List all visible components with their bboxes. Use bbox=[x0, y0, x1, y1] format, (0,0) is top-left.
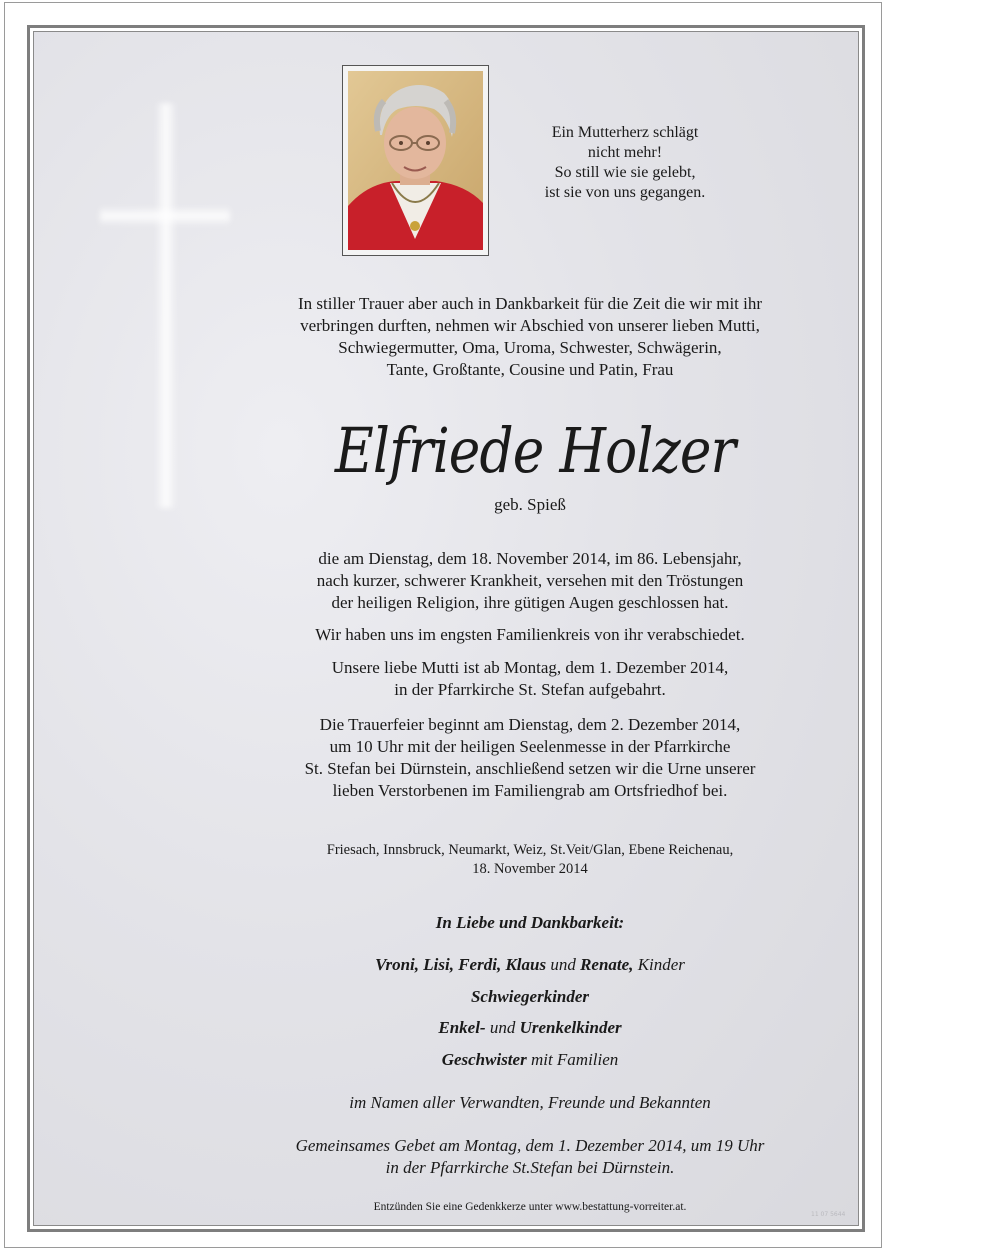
family-siblings bbox=[235, 1049, 825, 1071]
viewing-details bbox=[235, 657, 825, 701]
detail-line: Unsere liebe Mutti ist ab Montag, dem 1. Dezember 2014, bbox=[331, 658, 729, 677]
siblings-label: Geschwister bbox=[441, 1050, 527, 1069]
detail-line: Die Trauerfeier beginnt am Dienstag, dem 2. Dezember 2014, bbox=[319, 715, 741, 734]
intro-line: verbringen durften, nehmen wir Abschied von unserer lieben Mutti, bbox=[300, 316, 760, 335]
grandchildren-und: und bbox=[489, 1018, 516, 1037]
quote-line: nicht mehr! bbox=[587, 144, 663, 161]
detail-line: lieben Verstorbenen im Familiengrab am Ortsfriedhof bei. bbox=[332, 781, 728, 800]
siblings-suffix: mit Familien bbox=[530, 1050, 619, 1069]
children-names: Vroni, Lisi, Ferdi, Klaus bbox=[375, 955, 547, 974]
quote-line: Ein Mutterherz schlägt bbox=[551, 124, 699, 141]
obituary-sheet bbox=[4, 2, 882, 1248]
detail-line: der heiligen Religion, ihre gütigen Augen geschlossen hat. bbox=[331, 593, 729, 612]
on-behalf-line: im Namen aller Verwandten, Freunde und Bekannten bbox=[349, 1093, 711, 1112]
quote-block bbox=[505, 123, 745, 203]
cross-icon-vertical bbox=[155, 103, 177, 508]
detail-line: die am Dienstag, dem 18. November 2014, im 86. Lebensjahr, bbox=[318, 549, 742, 568]
grandchildren-label: Enkel- bbox=[438, 1018, 486, 1037]
great-grandchildren-label: Urenkelkinder bbox=[519, 1018, 622, 1037]
intro-line: In stiller Trauer aber auch in Dankbarkeit für die Zeit die wir mit ihr bbox=[297, 294, 763, 313]
intro-block bbox=[235, 293, 825, 381]
death-details bbox=[235, 548, 825, 614]
in-laws-label: Schwiegerkinder bbox=[470, 987, 590, 1006]
reference-stamp: 11 07 5644 bbox=[811, 1211, 846, 1218]
children-names-last: Renate, bbox=[580, 955, 634, 974]
date-line: 18. November 2014 bbox=[472, 861, 588, 877]
intro-line: Schwiegermutter, Oma, Uroma, Schwester, Schwägerin, bbox=[338, 338, 722, 357]
detail-line: in der Pfarrkirche St. Stefan aufgebahrt. bbox=[394, 680, 666, 699]
detail-line: um 10 Uhr mit der heiligen Seelenmesse in der Pfarrkirche bbox=[329, 737, 731, 756]
prayer-block bbox=[235, 1135, 825, 1179]
portrait-photo bbox=[348, 71, 483, 250]
detail-line: St. Stefan bei Dürnstein, anschließend setzen wir die Urne unserer bbox=[304, 759, 756, 778]
family-grandchildren bbox=[235, 1017, 825, 1039]
family-in-laws bbox=[235, 986, 825, 1008]
portrait-frame bbox=[342, 65, 489, 256]
children-label: Kinder bbox=[637, 955, 685, 974]
cross-icon-horizontal bbox=[100, 206, 230, 226]
deceased-name: Elfriede Holzer bbox=[334, 414, 736, 487]
places-line: Friesach, Innsbruck, Neumarkt, Weiz, St.Veit/Glan, Ebene Reichenau, bbox=[326, 842, 734, 858]
farewell-note: Wir haben uns im engsten Familienkreis von ihr verabschiedet. bbox=[315, 625, 745, 644]
family-heading: In Liebe und Dankbarkeit: bbox=[435, 913, 625, 932]
detail-line: nach kurzer, schwerer Krankheit, versehen mit den Tröstungen bbox=[316, 571, 744, 590]
prayer-line: in der Pfarrkirche St.Stefan bei Dürnstein. bbox=[385, 1158, 675, 1177]
intro-line: Tante, Großtante, Cousine und Patin, Frau bbox=[386, 360, 674, 379]
family-children bbox=[235, 954, 825, 976]
prayer-line: Gemeinsames Gebet am Montag, dem 1. Dezember 2014, um 19 Uhr bbox=[295, 1136, 765, 1155]
portrait-illustration bbox=[348, 71, 483, 250]
quote-line: ist sie von uns gegangen. bbox=[544, 184, 706, 201]
maiden-name: geb. Spieß bbox=[494, 495, 566, 514]
quote-line: So still wie sie gelebt, bbox=[554, 164, 696, 181]
candle-note: Entzünden Sie eine Gedenkkerze unter www.bestattung-vorreiter.at. bbox=[373, 1201, 687, 1213]
places-date bbox=[235, 841, 825, 879]
service-details bbox=[235, 714, 825, 802]
children-und: und bbox=[550, 955, 576, 974]
